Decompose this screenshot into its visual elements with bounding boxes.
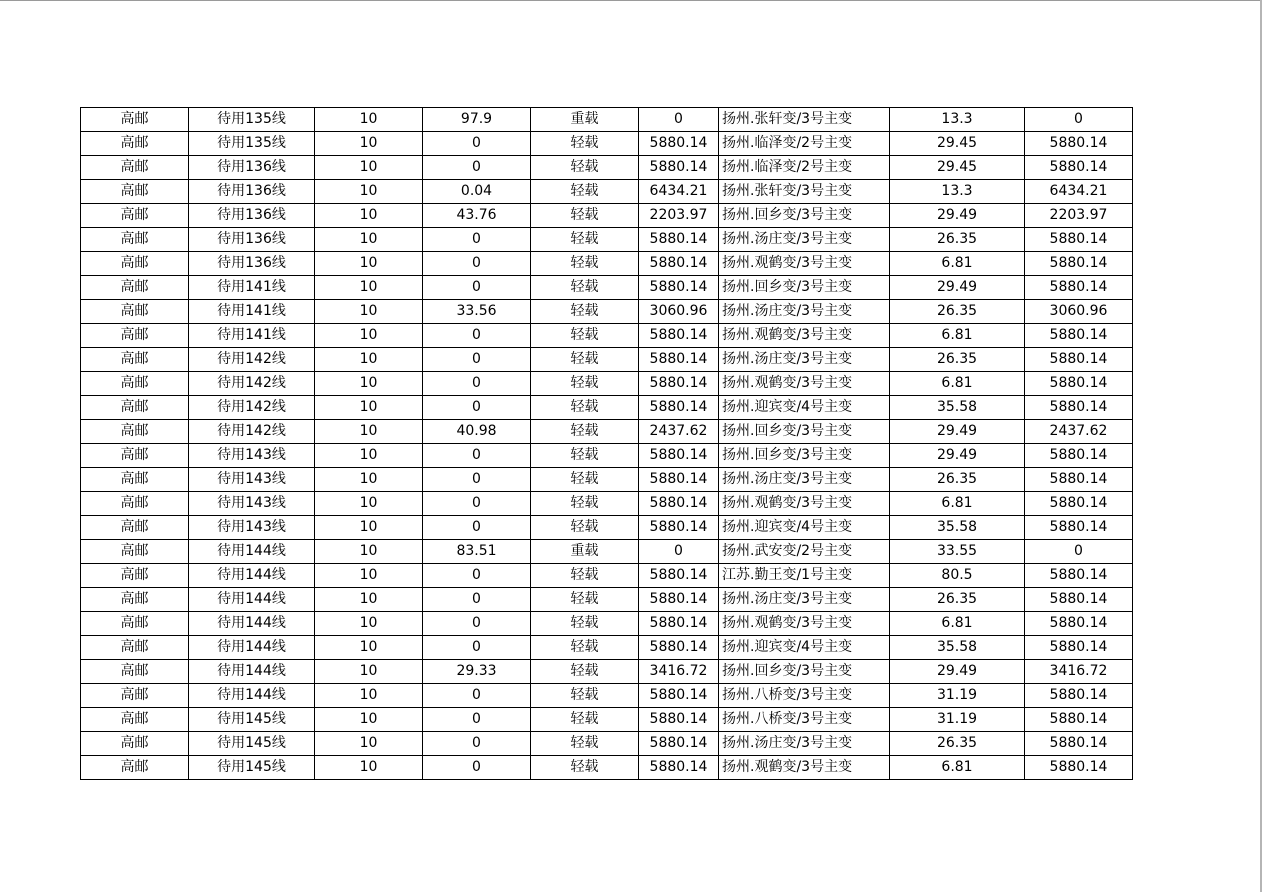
load-status-cell: 轻载 <box>531 420 639 444</box>
capacity-cell: 5880.14 <box>639 516 719 540</box>
capacity-cell: 3060.96 <box>639 300 719 324</box>
available-capacity-cell: 5880.14 <box>1025 156 1133 180</box>
transformer-load-cell: 6.81 <box>890 324 1025 348</box>
voltage-cell: 10 <box>315 396 423 420</box>
substation-transformer-cell: 扬州.临泽变/2号主变 <box>719 132 890 156</box>
line-name-cell: 待用136线 <box>189 204 315 228</box>
available-capacity-cell: 0 <box>1025 108 1133 132</box>
available-capacity-cell: 5880.14 <box>1025 756 1133 780</box>
load-status-cell: 轻载 <box>531 204 639 228</box>
voltage-cell: 10 <box>315 540 423 564</box>
available-capacity-cell: 5880.14 <box>1025 492 1133 516</box>
load-rate-cell: 0 <box>423 588 531 612</box>
transformer-load-cell: 29.49 <box>890 276 1025 300</box>
table-row <box>81 276 1133 300</box>
substation-transformer-cell: 扬州.武安变/2号主变 <box>719 540 890 564</box>
voltage-cell: 10 <box>315 636 423 660</box>
available-capacity-cell: 3060.96 <box>1025 300 1133 324</box>
load-status-cell: 轻载 <box>531 180 639 204</box>
table-row <box>81 132 1133 156</box>
table-row <box>81 156 1133 180</box>
transformer-load-cell: 6.81 <box>890 612 1025 636</box>
table-row <box>81 708 1133 732</box>
table-row <box>81 612 1133 636</box>
load-status-cell: 轻载 <box>531 636 639 660</box>
table-row <box>81 492 1133 516</box>
substation-transformer-cell: 扬州.观鹤变/3号主变 <box>719 492 890 516</box>
capacity-cell: 5880.14 <box>639 636 719 660</box>
capacity-cell: 0 <box>639 108 719 132</box>
substation-transformer-cell: 扬州.八桥变/3号主变 <box>719 708 890 732</box>
available-capacity-cell: 5880.14 <box>1025 228 1133 252</box>
area-cell: 高邮 <box>81 660 189 684</box>
substation-transformer-cell: 扬州.迎宾变/4号主变 <box>719 516 890 540</box>
load-status-cell: 轻载 <box>531 732 639 756</box>
substation-transformer-cell: 扬州.回乡变/3号主变 <box>719 444 890 468</box>
transformer-load-cell: 6.81 <box>890 252 1025 276</box>
substation-transformer-cell: 扬州.回乡变/3号主变 <box>719 420 890 444</box>
voltage-cell: 10 <box>315 132 423 156</box>
capacity-cell: 5880.14 <box>639 372 719 396</box>
load-rate-cell: 0 <box>423 396 531 420</box>
load-status-cell: 轻载 <box>531 612 639 636</box>
table-row <box>81 396 1133 420</box>
voltage-cell: 10 <box>315 612 423 636</box>
table-row <box>81 564 1133 588</box>
load-status-cell: 轻载 <box>531 588 639 612</box>
voltage-cell: 10 <box>315 492 423 516</box>
line-name-cell: 待用142线 <box>189 372 315 396</box>
area-cell: 高邮 <box>81 612 189 636</box>
substation-transformer-cell: 扬州.观鹤变/3号主变 <box>719 324 890 348</box>
voltage-cell: 10 <box>315 444 423 468</box>
table-row <box>81 660 1133 684</box>
table-row <box>81 516 1133 540</box>
load-status-cell: 轻载 <box>531 348 639 372</box>
table-row <box>81 588 1133 612</box>
available-capacity-cell: 5880.14 <box>1025 252 1133 276</box>
table-row <box>81 420 1133 444</box>
substation-transformer-cell: 扬州.汤庄变/3号主变 <box>719 348 890 372</box>
load-status-cell: 轻载 <box>531 684 639 708</box>
area-cell: 高邮 <box>81 132 189 156</box>
voltage-cell: 10 <box>315 756 423 780</box>
table-row <box>81 468 1133 492</box>
substation-transformer-cell: 扬州.汤庄变/3号主变 <box>719 732 890 756</box>
area-cell: 高邮 <box>81 444 189 468</box>
capacity-cell: 5880.14 <box>639 396 719 420</box>
substation-transformer-cell: 扬州.回乡变/3号主变 <box>719 660 890 684</box>
line-name-cell: 待用141线 <box>189 276 315 300</box>
load-rate-cell: 0 <box>423 444 531 468</box>
table-row <box>81 228 1133 252</box>
voltage-cell: 10 <box>315 156 423 180</box>
load-rate-cell: 0 <box>423 564 531 588</box>
substation-transformer-cell: 扬州.八桥变/3号主变 <box>719 684 890 708</box>
line-name-cell: 待用143线 <box>189 492 315 516</box>
line-name-cell: 待用136线 <box>189 156 315 180</box>
capacity-cell: 5880.14 <box>639 324 719 348</box>
transformer-load-cell: 29.49 <box>890 204 1025 228</box>
load-rate-cell: 33.56 <box>423 300 531 324</box>
area-cell: 高邮 <box>81 708 189 732</box>
load-rate-cell: 0 <box>423 492 531 516</box>
transformer-load-cell: 35.58 <box>890 396 1025 420</box>
transformer-load-cell: 26.35 <box>890 228 1025 252</box>
load-rate-cell: 0 <box>423 228 531 252</box>
transformer-load-cell: 6.81 <box>890 372 1025 396</box>
load-rate-cell: 29.33 <box>423 660 531 684</box>
voltage-cell: 10 <box>315 420 423 444</box>
voltage-cell: 10 <box>315 372 423 396</box>
load-status-cell: 轻载 <box>531 396 639 420</box>
voltage-cell: 10 <box>315 348 423 372</box>
transformer-load-cell: 26.35 <box>890 348 1025 372</box>
load-rate-cell: 40.98 <box>423 420 531 444</box>
line-name-cell: 待用145线 <box>189 732 315 756</box>
area-cell: 高邮 <box>81 204 189 228</box>
area-cell: 高邮 <box>81 564 189 588</box>
line-name-cell: 待用141线 <box>189 324 315 348</box>
substation-transformer-cell: 扬州.观鹤变/3号主变 <box>719 756 890 780</box>
transformer-load-cell: 29.45 <box>890 132 1025 156</box>
transformer-load-cell: 31.19 <box>890 684 1025 708</box>
table-body <box>81 108 1133 780</box>
area-cell: 高邮 <box>81 348 189 372</box>
load-rate-cell: 0 <box>423 636 531 660</box>
load-status-cell: 轻载 <box>531 252 639 276</box>
area-cell: 高邮 <box>81 516 189 540</box>
line-name-cell: 待用136线 <box>189 180 315 204</box>
load-rate-cell: 0 <box>423 756 531 780</box>
voltage-cell: 10 <box>315 300 423 324</box>
transformer-load-cell: 6.81 <box>890 492 1025 516</box>
load-status-cell: 轻载 <box>531 516 639 540</box>
area-cell: 高邮 <box>81 492 189 516</box>
transformer-load-cell: 80.5 <box>890 564 1025 588</box>
line-name-cell: 待用143线 <box>189 516 315 540</box>
load-status-cell: 轻载 <box>531 444 639 468</box>
line-name-cell: 待用145线 <box>189 756 315 780</box>
load-rate-cell: 0 <box>423 516 531 540</box>
substation-transformer-cell: 扬州.张轩变/3号主变 <box>719 180 890 204</box>
table-row <box>81 444 1133 468</box>
substation-transformer-cell: 扬州.汤庄变/3号主变 <box>719 468 890 492</box>
voltage-cell: 10 <box>315 324 423 348</box>
voltage-cell: 10 <box>315 276 423 300</box>
capacity-cell: 6434.21 <box>639 180 719 204</box>
area-cell: 高邮 <box>81 108 189 132</box>
load-rate-cell: 0 <box>423 252 531 276</box>
transformer-load-cell: 13.3 <box>890 180 1025 204</box>
table-row <box>81 540 1133 564</box>
load-rate-cell: 0 <box>423 684 531 708</box>
substation-transformer-cell: 扬州.回乡变/3号主变 <box>719 204 890 228</box>
load-status-cell: 轻载 <box>531 228 639 252</box>
load-status-cell: 轻载 <box>531 660 639 684</box>
voltage-cell: 10 <box>315 732 423 756</box>
transformer-load-cell: 31.19 <box>890 708 1025 732</box>
available-capacity-cell: 5880.14 <box>1025 588 1133 612</box>
transformer-load-cell: 29.49 <box>890 444 1025 468</box>
voltage-cell: 10 <box>315 516 423 540</box>
available-capacity-cell: 5880.14 <box>1025 564 1133 588</box>
load-status-cell: 轻载 <box>531 372 639 396</box>
area-cell: 高邮 <box>81 396 189 420</box>
capacity-cell: 5880.14 <box>639 156 719 180</box>
voltage-cell: 10 <box>315 252 423 276</box>
load-rate-cell: 0 <box>423 276 531 300</box>
capacity-cell: 5880.14 <box>639 468 719 492</box>
load-rate-cell: 0 <box>423 732 531 756</box>
voltage-cell: 10 <box>315 684 423 708</box>
load-status-cell: 轻载 <box>531 492 639 516</box>
capacity-cell: 5880.14 <box>639 492 719 516</box>
line-name-cell: 待用136线 <box>189 228 315 252</box>
available-capacity-cell: 5880.14 <box>1025 444 1133 468</box>
transformer-load-cell: 29.49 <box>890 660 1025 684</box>
line-name-cell: 待用143线 <box>189 468 315 492</box>
line-name-cell: 待用144线 <box>189 660 315 684</box>
load-rate-cell: 43.76 <box>423 204 531 228</box>
area-cell: 高邮 <box>81 252 189 276</box>
voltage-cell: 10 <box>315 204 423 228</box>
load-status-cell: 重载 <box>531 108 639 132</box>
line-name-cell: 待用143线 <box>189 444 315 468</box>
available-capacity-cell: 5880.14 <box>1025 708 1133 732</box>
voltage-cell: 10 <box>315 660 423 684</box>
transformer-load-cell: 29.45 <box>890 156 1025 180</box>
area-cell: 高邮 <box>81 180 189 204</box>
available-capacity-cell: 5880.14 <box>1025 324 1133 348</box>
capacity-cell: 5880.14 <box>639 228 719 252</box>
table-row <box>81 252 1133 276</box>
load-rate-cell: 0 <box>423 132 531 156</box>
load-rate-cell: 0 <box>423 156 531 180</box>
available-capacity-cell: 5880.14 <box>1025 396 1133 420</box>
table-row <box>81 756 1133 780</box>
capacity-cell: 5880.14 <box>639 444 719 468</box>
load-rate-cell: 0 <box>423 348 531 372</box>
available-capacity-cell: 5880.14 <box>1025 516 1133 540</box>
load-rate-cell: 0 <box>423 372 531 396</box>
voltage-cell: 10 <box>315 180 423 204</box>
substation-transformer-cell: 扬州.回乡变/3号主变 <box>719 276 890 300</box>
available-capacity-cell: 5880.14 <box>1025 132 1133 156</box>
capacity-cell: 5880.14 <box>639 612 719 636</box>
load-rate-cell: 83.51 <box>423 540 531 564</box>
load-status-cell: 轻载 <box>531 468 639 492</box>
line-name-cell: 待用144线 <box>189 612 315 636</box>
voltage-cell: 10 <box>315 564 423 588</box>
substation-transformer-cell: 扬州.观鹤变/3号主变 <box>719 252 890 276</box>
table-row <box>81 204 1133 228</box>
substation-transformer-cell: 扬州.观鹤变/3号主变 <box>719 372 890 396</box>
line-name-cell: 待用142线 <box>189 348 315 372</box>
load-status-cell: 轻载 <box>531 300 639 324</box>
load-rate-cell: 0.04 <box>423 180 531 204</box>
load-rate-cell: 0 <box>423 468 531 492</box>
table-row <box>81 108 1133 132</box>
substation-transformer-cell: 扬州.汤庄变/3号主变 <box>719 300 890 324</box>
transformer-load-cell: 6.81 <box>890 756 1025 780</box>
table-row <box>81 300 1133 324</box>
line-name-cell: 待用135线 <box>189 132 315 156</box>
load-status-cell: 轻载 <box>531 276 639 300</box>
area-cell: 高邮 <box>81 420 189 444</box>
capacity-cell: 5880.14 <box>639 276 719 300</box>
table-row <box>81 684 1133 708</box>
available-capacity-cell: 5880.14 <box>1025 468 1133 492</box>
capacity-cell: 3416.72 <box>639 660 719 684</box>
available-capacity-cell: 3416.72 <box>1025 660 1133 684</box>
substation-transformer-cell: 扬州.临泽变/2号主变 <box>719 156 890 180</box>
available-capacity-cell: 5880.14 <box>1025 612 1133 636</box>
available-capacity-cell: 2437.62 <box>1025 420 1133 444</box>
capacity-cell: 5880.14 <box>639 252 719 276</box>
line-name-cell: 待用142线 <box>189 420 315 444</box>
load-rate-cell: 0 <box>423 324 531 348</box>
voltage-cell: 10 <box>315 228 423 252</box>
area-cell: 高邮 <box>81 540 189 564</box>
line-name-cell: 待用144线 <box>189 540 315 564</box>
table-row <box>81 636 1133 660</box>
voltage-cell: 10 <box>315 588 423 612</box>
line-name-cell: 待用144线 <box>189 564 315 588</box>
substation-transformer-cell: 扬州.汤庄变/3号主变 <box>719 228 890 252</box>
substation-transformer-cell: 扬州.迎宾变/4号主变 <box>719 396 890 420</box>
line-name-cell: 待用135线 <box>189 108 315 132</box>
voltage-cell: 10 <box>315 708 423 732</box>
line-name-cell: 待用144线 <box>189 588 315 612</box>
capacity-cell: 0 <box>639 540 719 564</box>
area-cell: 高邮 <box>81 300 189 324</box>
transformer-load-cell: 26.35 <box>890 588 1025 612</box>
area-cell: 高邮 <box>81 276 189 300</box>
line-name-cell: 待用136线 <box>189 252 315 276</box>
capacity-cell: 5880.14 <box>639 732 719 756</box>
area-cell: 高邮 <box>81 372 189 396</box>
area-cell: 高邮 <box>81 324 189 348</box>
available-capacity-cell: 5880.14 <box>1025 348 1133 372</box>
area-cell: 高邮 <box>81 732 189 756</box>
capacity-cell: 5880.14 <box>639 588 719 612</box>
voltage-cell: 10 <box>315 468 423 492</box>
area-cell: 高邮 <box>81 156 189 180</box>
line-name-cell: 待用142线 <box>189 396 315 420</box>
table-row <box>81 348 1133 372</box>
available-capacity-cell: 6434.21 <box>1025 180 1133 204</box>
load-status-cell: 轻载 <box>531 156 639 180</box>
capacity-cell: 5880.14 <box>639 684 719 708</box>
available-capacity-cell: 5880.14 <box>1025 732 1133 756</box>
load-status-cell: 轻载 <box>531 708 639 732</box>
transformer-load-cell: 26.35 <box>890 300 1025 324</box>
transformer-load-cell: 35.58 <box>890 516 1025 540</box>
load-status-cell: 重载 <box>531 540 639 564</box>
substation-transformer-cell: 扬州.迎宾变/4号主变 <box>719 636 890 660</box>
line-name-cell: 待用144线 <box>189 684 315 708</box>
area-cell: 高邮 <box>81 588 189 612</box>
capacity-cell: 5880.14 <box>639 708 719 732</box>
transformer-load-cell: 35.58 <box>890 636 1025 660</box>
load-rate-cell: 97.9 <box>423 108 531 132</box>
area-cell: 高邮 <box>81 468 189 492</box>
page-top-edge <box>0 0 1262 1</box>
voltage-cell: 10 <box>315 108 423 132</box>
table-row <box>81 732 1133 756</box>
line-name-cell: 待用145线 <box>189 708 315 732</box>
transformer-load-cell: 26.35 <box>890 732 1025 756</box>
table-row <box>81 372 1133 396</box>
available-capacity-cell: 0 <box>1025 540 1133 564</box>
substation-transformer-cell: 扬州.汤庄变/3号主变 <box>719 588 890 612</box>
transformer-load-cell: 29.49 <box>890 420 1025 444</box>
substation-transformer-cell: 江苏.勤王变/1号主变 <box>719 564 890 588</box>
data-table <box>80 107 1133 780</box>
capacity-cell: 2203.97 <box>639 204 719 228</box>
load-status-cell: 轻载 <box>531 756 639 780</box>
substation-transformer-cell: 扬州.观鹤变/3号主变 <box>719 612 890 636</box>
capacity-cell: 2437.62 <box>639 420 719 444</box>
capacity-cell: 5880.14 <box>639 348 719 372</box>
substation-transformer-cell: 扬州.张轩变/3号主变 <box>719 108 890 132</box>
area-cell: 高邮 <box>81 684 189 708</box>
load-status-cell: 轻载 <box>531 324 639 348</box>
line-name-cell: 待用144线 <box>189 636 315 660</box>
load-status-cell: 轻载 <box>531 564 639 588</box>
table-row <box>81 180 1133 204</box>
capacity-cell: 5880.14 <box>639 564 719 588</box>
load-rate-cell: 0 <box>423 612 531 636</box>
transformer-load-cell: 26.35 <box>890 468 1025 492</box>
available-capacity-cell: 5880.14 <box>1025 276 1133 300</box>
available-capacity-cell: 5880.14 <box>1025 684 1133 708</box>
available-capacity-cell: 5880.14 <box>1025 372 1133 396</box>
area-cell: 高邮 <box>81 756 189 780</box>
load-rate-cell: 0 <box>423 708 531 732</box>
area-cell: 高邮 <box>81 636 189 660</box>
transformer-load-cell: 33.55 <box>890 540 1025 564</box>
capacity-cell: 5880.14 <box>639 756 719 780</box>
available-capacity-cell: 2203.97 <box>1025 204 1133 228</box>
area-cell: 高邮 <box>81 228 189 252</box>
load-status-cell: 轻载 <box>531 132 639 156</box>
line-name-cell: 待用141线 <box>189 300 315 324</box>
capacity-cell: 5880.14 <box>639 132 719 156</box>
table-row <box>81 324 1133 348</box>
available-capacity-cell: 5880.14 <box>1025 636 1133 660</box>
transformer-load-cell: 13.3 <box>890 108 1025 132</box>
